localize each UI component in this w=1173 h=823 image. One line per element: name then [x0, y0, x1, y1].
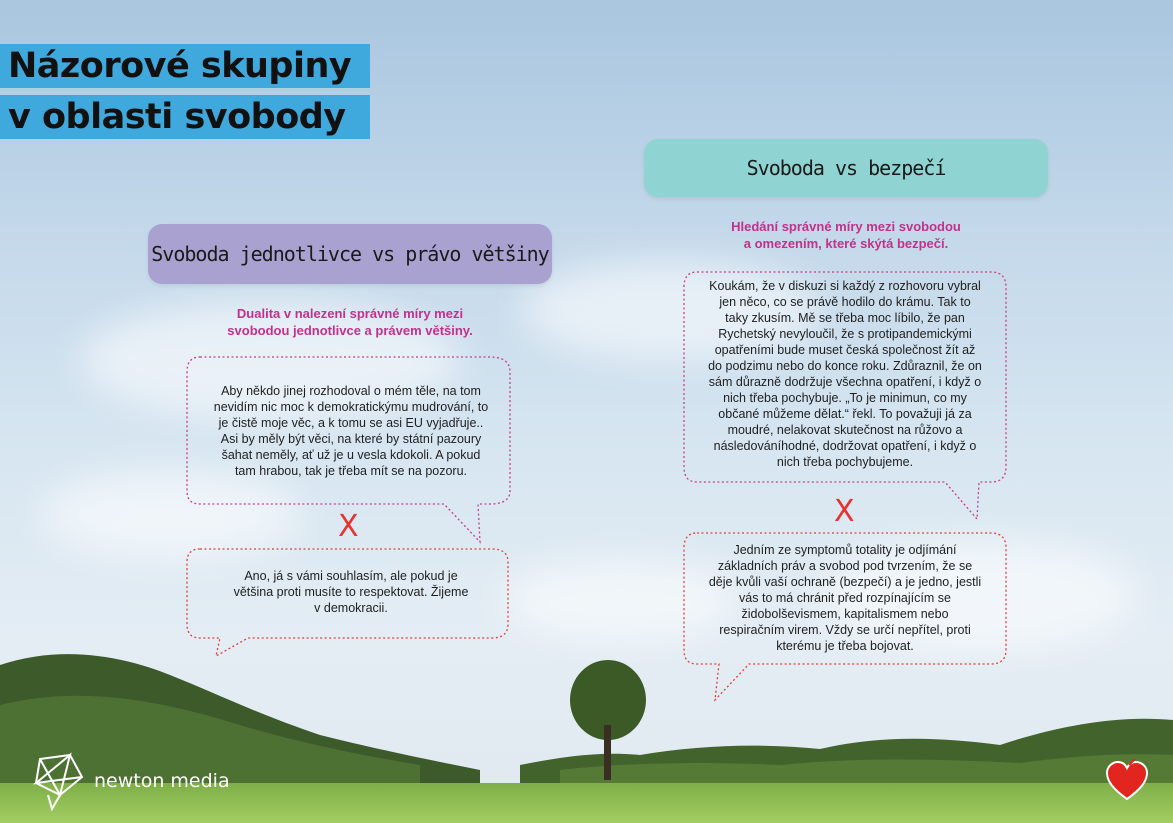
right-subtitle-line-2: a omezením, které skýtá bezpečí. [743, 236, 949, 251]
left-quote-1: Aby někdo jinej rozhodoval o mém těle, na tom nevidím nic moc k demokratickýmu mudrování, to je čistě moje věc, a k tomu se asi EU vyjadřuje.. Asi by měly být věci, na které by státní pazoury šahat neměly, ať už je u vesla kdokoli. A pokud tam hrabou, tak je třeba mít se na pozoru. [213, 384, 489, 478]
right-quote-1: Koukám, že v diskuzi si každý z rozhovoru vybral jen něco, co se právě hodilo do krámu. Tak to taky zkusím. Mě se třeba moc líbilo, že pan Rychetský nevyloučil, že s protipandemickými opatřeními bude muset česká společnost žít až do podzimu nebo do konce roku. Zdůraznil, že on sám důrazně dodržuje všechna opatření, i když o nich třeba pochybuje. „To je minimun, co my občané můžeme dělat.“ řekl. To považuji já za moudré, nelakovat skutečnost na růžovo a následováníhodné, dodržovat opatření, i když o nich třeba pochybujeme. [708, 279, 982, 469]
right-quote-2: Jedním ze symptomů totality je odjímání základních práv a svobod pod tvrzením, že se děje kvůli vaší ochraně (bezpečí) a je jedno, jestli vás to má chránit před rozpínajícím se židobolševismem, kapitalismem nebo respiračním virem. Vždy se určí nepřítel, proti kterému je třeba bojovat. [708, 543, 982, 653]
brand [30, 751, 230, 811]
page-title-line-2: v oblasti svobody [0, 95, 370, 139]
right-subtitle-line-1: Hledání správné míry mezi svobodou [731, 219, 961, 234]
left-subtitle-line-2: svobodou jednotlivce a právem většiny. [227, 323, 473, 338]
versus-x-left: X [338, 509, 359, 544]
newton-media-logo-icon [30, 751, 88, 811]
versus-x-right: X [834, 494, 855, 529]
brand-name: newton media [94, 770, 230, 792]
heart-logo-icon [1105, 759, 1149, 803]
page-title-line-1: Názorové skupiny [0, 44, 370, 88]
right-topic-heading: Svoboda vs bezpečí [644, 139, 1048, 197]
left-topic-heading: Svoboda jednotlivce vs právo většiny [148, 224, 552, 284]
right-subtitle [646, 218, 1046, 252]
left-subtitle-line-1: Dualita v nalezení správné míry mezi [236, 306, 464, 321]
left-subtitle [150, 305, 550, 339]
left-quote-2: Ano, já s vámi souhlasím, ale pokud je většina proti musíte to respektovat. Žijeme v demokracii. [233, 569, 469, 615]
